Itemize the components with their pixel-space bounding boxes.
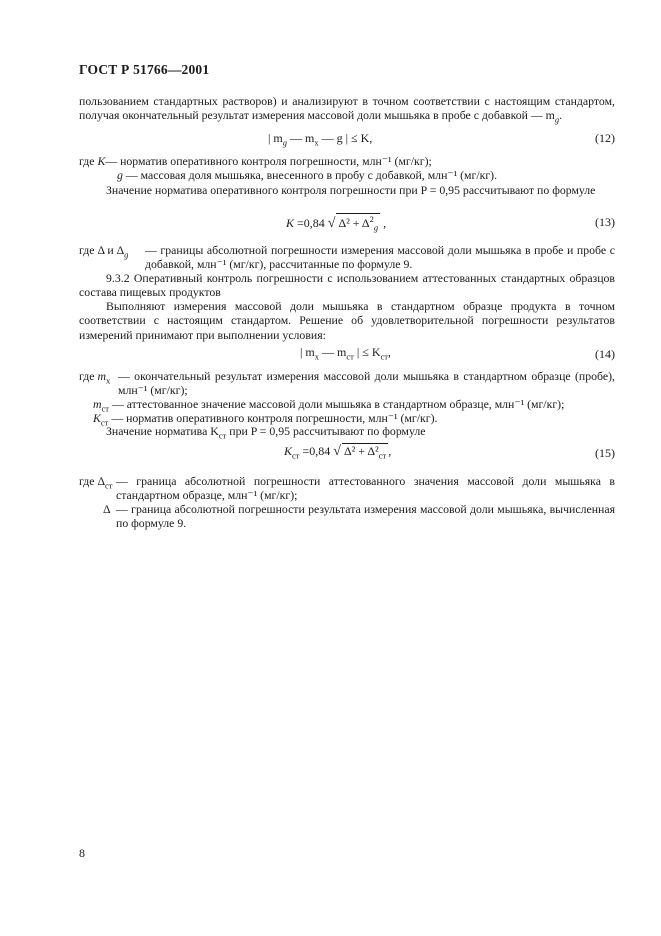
equation-number-13: (13)	[595, 215, 615, 229]
equation-number-15: (15)	[595, 446, 615, 460]
symbol-k: K	[93, 411, 101, 425]
paragraph-5-pre: Значение норматива K	[106, 424, 219, 438]
formula-15-radicand	[342, 443, 388, 460]
subscript-x: x	[105, 375, 111, 386]
definition-delta-st-lead-text: где Δ	[79, 474, 106, 488]
formula-13-radicand-text: Δ² + Δ	[338, 216, 370, 230]
paragraph-5	[106, 424, 642, 443]
symbol-m: m	[97, 369, 106, 383]
subscript-g: g	[373, 222, 379, 233]
subscript-x: x	[314, 351, 319, 362]
definition-kst-text: — норматив оперативного контроля погрешности, млн⁻¹ (мг/кг).	[111, 411, 438, 425]
formula-14-part1: | m	[300, 345, 315, 359]
symbol-k: K	[97, 154, 106, 168]
subscript-st: ст	[100, 417, 109, 428]
formula-13: K =0,84 √ $\Delta^2 + \Delta^2_g$ ,	[286, 214, 387, 233]
definition-delta-st-text: — граница абсолютной погрешности аттестованного значения массовой доли мышьяка в стандартном образце, млн⁻¹ (мг/кг);	[116, 474, 615, 503]
page-number: 8	[79, 846, 85, 860]
paragraph-1-text: пользованием стандартных растворов) и анализируют в точном соответствии с настоящим стандартом, получая окончательный результат измерения массовой доли мышьяка в пробе с добавкой — m	[79, 94, 615, 123]
where-label: где	[79, 369, 95, 383]
radical-sign: √	[333, 444, 341, 459]
definition-delta-lead-text: где Δ и Δ	[79, 243, 125, 257]
subscript-st: ст	[105, 480, 113, 491]
subscript-st: ст	[378, 450, 387, 461]
formula-12-part3: — g | ≤ K,	[318, 131, 373, 145]
definition-delta-result-text: — граница абсолютной погрешности результата измерения массовой доли мышьяка, вычисленная по формуле 9.	[116, 502, 615, 531]
formula-12	[268, 131, 372, 147]
where-label: где	[79, 154, 95, 168]
definition-mx-lead	[79, 369, 110, 388]
paragraph-1: пользованием стандартных растворов) и анализируют в точном соответствии с настоящим стандартом, получая окончательный результат измерения массовой доли мышьяка в пробе с добавкой — $m_g$.	[79, 94, 615, 125]
formula-13-radicand: $\Delta^2 + \Delta^2_g$	[338, 214, 379, 233]
subscript-st: ст	[292, 450, 300, 461]
subscript-st: ст	[218, 430, 227, 441]
formula-13-lhs: K	[286, 216, 295, 230]
formula-15-radicand-text: Δ² + Δ²	[343, 444, 379, 458]
equation-number-12: (12)	[595, 131, 615, 145]
paragraph-5-post: при P = 0,95 рассчитывают по формуле	[226, 424, 426, 438]
formula-15: $K_{ст} =0,84$ √ $\Delta^2 + \Delta^2_{ст}$ ,	[284, 444, 392, 461]
subscript-g: g	[124, 249, 129, 260]
definition-mx-text: — окончательный результат измерения массовой доли мышьяка в стандартном образце (пробе), млн⁻¹ (мг/кг);	[118, 369, 615, 398]
formula-12-part1: | m	[268, 131, 283, 145]
formula-14-part3: | ≤ K	[353, 345, 381, 359]
formula-15-lhs: K	[284, 444, 293, 458]
definition-g-text: — массовая доля мышьяка, внесенного в пробу с добавкой, млн⁻¹ (мг/кг).	[125, 168, 498, 182]
symbol-m: m	[93, 397, 102, 411]
definition-delta-st-lead	[79, 474, 113, 493]
paragraph-4: Выполняют измерения массовой доли мышьяка в стандартном образце продукта в точном соответствии с настоящим стандартом. Решение об удовлетворительной погрешности результатов измерений принимают при выполнении условия:	[79, 299, 615, 342]
subscript-st: ст	[346, 351, 354, 362]
formula-14: | $m_x$ — $m_{ст}$ | ≤ $K_{ст}$,	[300, 345, 391, 362]
formula-15-coefficient: =0,84	[302, 444, 331, 458]
subscript-g: g	[282, 137, 287, 148]
symbol-g: g	[117, 168, 123, 182]
subscript-x: x	[314, 137, 319, 148]
definition-k-text: — норматив оперативного контроля погрешности, млн⁻¹ (мг/кг);	[105, 154, 432, 168]
definition-mst-text: — аттестованное значение массовой доли мышьяка в стандартном образце, млн⁻¹ (мг/кг);	[111, 397, 565, 411]
definition-k	[79, 154, 432, 168]
subscript-g: g	[554, 114, 560, 125]
definition-g	[117, 168, 497, 182]
subscript-st: ст	[380, 351, 388, 362]
radical-sign: √	[327, 216, 336, 231]
definition-delta-lead	[79, 243, 128, 262]
section-9-3-2: 9.3.2 Оперативный контроль погрешности с использованием аттестованных стандартных образцов состава пищевых продуктов	[79, 271, 615, 300]
definition-delta-text: — границы абсолютной погрешности измерения массовой доли мышьяка в пробе и пробе с добавкой, млн⁻¹ (мг/кг), рассчитанные по формуле 9.	[145, 243, 615, 272]
standard-header: ГОСТ Р 51766—2001	[79, 62, 210, 77]
equation-number-14: (14)	[595, 347, 615, 361]
paragraph-2: Значение норматива оперативного контроля погрешности при P = 0,95 рассчитывают по формуле	[106, 183, 596, 197]
formula-14-part2: — m	[319, 345, 347, 359]
formula-13-coefficient: =0,84	[297, 216, 325, 230]
subscript-st: ст	[101, 403, 110, 414]
symbol-delta: Δ	[103, 502, 111, 516]
formula-12-part2: — m	[287, 131, 315, 145]
